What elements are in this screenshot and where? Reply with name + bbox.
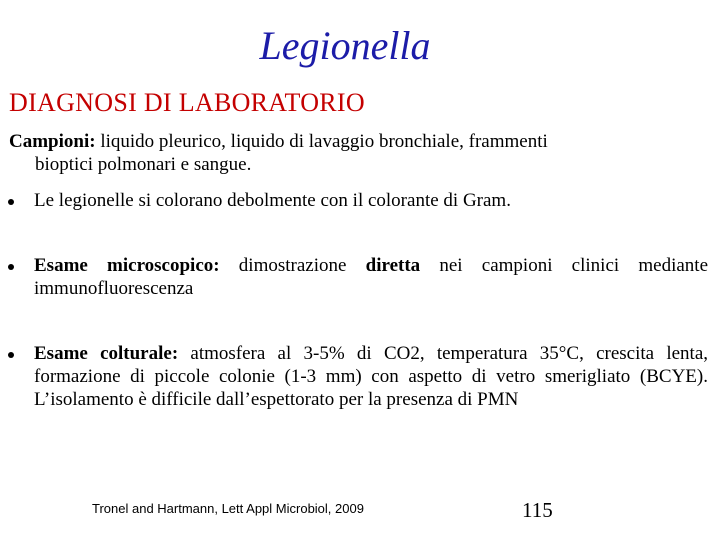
bullet-text-pre: dimostrazione xyxy=(219,255,366,276)
slide-subtitle: DIAGNOSI DI LABORATORIO xyxy=(9,88,365,117)
page-number: 115 xyxy=(522,498,553,522)
citation: Tronel and Hartmann, Lett Appl Microbiol, 2009 xyxy=(92,501,364,516)
intro-text-line2: bioptici polmonari e sangue. xyxy=(35,154,252,175)
bullet-item xyxy=(8,342,708,411)
bullet-bold-label: Esame microscopico: xyxy=(34,255,220,276)
bullet-item xyxy=(8,189,708,212)
bullet-text-post: nei campioni clinici mediante immunofluorescenza xyxy=(34,255,708,299)
bullet-bold-label: Esame colturale: xyxy=(34,343,179,364)
bullet-dot-icon xyxy=(8,264,14,270)
intro-text-line1: liquido pleurico, liquido di lavaggio bronchiale, frammenti xyxy=(95,131,548,152)
bullet-text xyxy=(34,254,708,300)
bullet-text xyxy=(34,342,708,411)
bullet-text-body: atmosfera al 3-5% di CO2, temperatura 35°C, crescita lenta, formazione di piccole colonie (1-3 mm) con aspetto di vetro smerigliato (BCYE). L’isolamento è difficile dall’espettorato per la presenza di PMN xyxy=(34,343,709,410)
bullet-item xyxy=(8,254,708,300)
intro-label: Campioni: xyxy=(9,131,96,152)
bullet-bold-word: diretta xyxy=(365,255,421,276)
intro-paragraph xyxy=(9,130,709,176)
slide-title: Legionella xyxy=(259,23,431,68)
bullet-dot-icon xyxy=(8,199,14,205)
bullet-text: Le legionelle si colorano debolmente con il colorante di Gram. xyxy=(34,190,511,211)
bullet-dot-icon xyxy=(8,352,14,358)
